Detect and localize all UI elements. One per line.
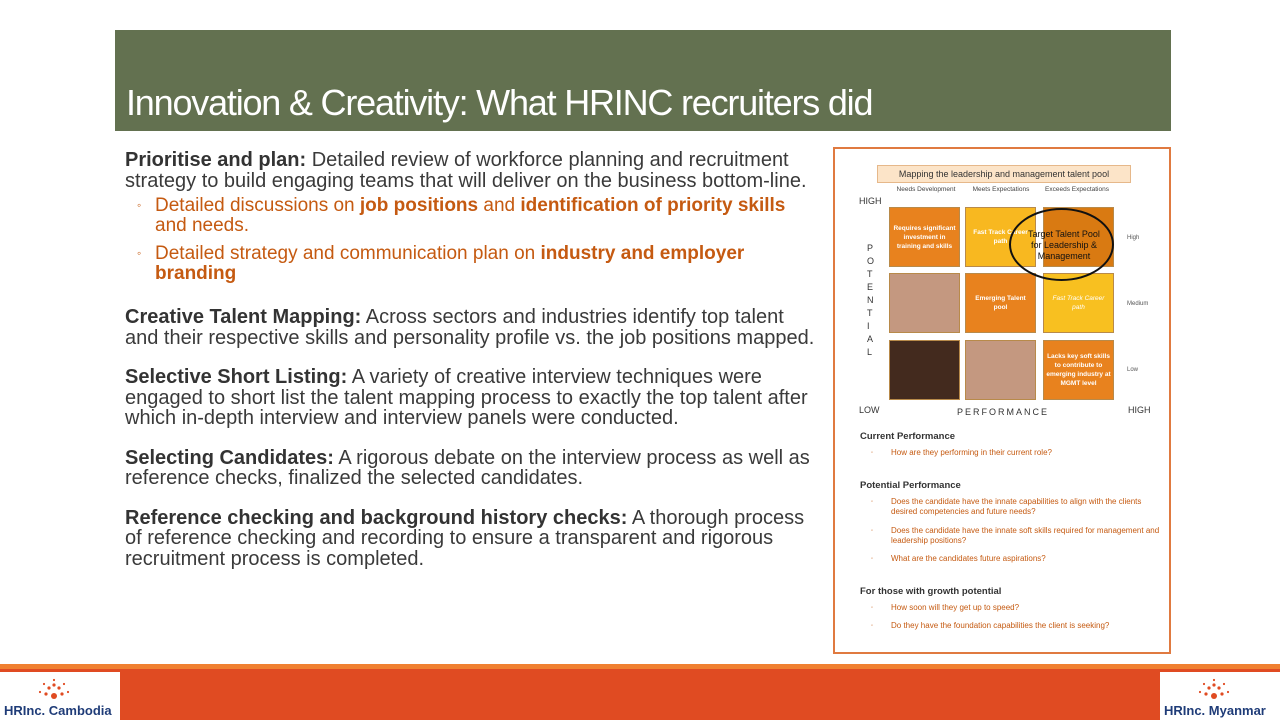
question-text: Does the candidate have the innate soft skills required for management and leadership positions? xyxy=(891,526,1160,545)
potential-letter: E xyxy=(867,282,874,292)
section-heading: Prioritise and plan: xyxy=(125,149,307,171)
talent-map-panel xyxy=(833,147,1171,654)
potential-letter: L xyxy=(867,347,873,357)
logo-text: HRInc. Cambodia xyxy=(4,703,112,718)
col-header: Exceeds Expectations xyxy=(1045,186,1109,193)
bullet-icon: ◦ xyxy=(871,605,874,611)
grid-cell: Lacks key soft skills to contribute to emerging industry at MGMT level xyxy=(1043,340,1114,400)
content-column xyxy=(125,150,815,588)
question-heading: Current Performance xyxy=(860,431,956,442)
sub-list xyxy=(125,196,815,283)
grid-cell: Fast Track Career path xyxy=(965,207,1036,267)
section-prioritise xyxy=(125,150,815,283)
question-heading: Potential Performance xyxy=(860,480,961,491)
grid-cell xyxy=(965,340,1036,400)
question-text: What are the candidates future aspirations? xyxy=(891,554,1046,563)
bullet-icon: ◦ xyxy=(871,450,874,456)
question-heading: For those with growth potential xyxy=(860,586,1002,597)
sub-point: ◦ Detailed discussions on job positions and identification of priority skills and needs. xyxy=(137,195,786,236)
row-label: Medium xyxy=(1127,301,1149,307)
logo-text: HRInc. Myanmar xyxy=(1164,703,1266,718)
row-label: High xyxy=(1127,235,1140,241)
logo-myanmar xyxy=(1160,672,1280,720)
section-reference: Reference checking and background history checks: A thorough process of reference checking and recording to ensure a transparent and rigorous recruitment process is completed. xyxy=(125,506,805,570)
title-bar xyxy=(115,30,1171,131)
bullet-icon: ◦ xyxy=(871,528,874,534)
grid-cell xyxy=(889,273,960,333)
grid-cell: Fast Track Career path xyxy=(1043,273,1114,333)
potential-letter: T xyxy=(867,269,873,279)
sub-point: ◦ Detailed strategy and communication plan on industry and employer branding xyxy=(137,243,745,284)
slide-title: Innovation & Creativity: What HRINC recruiters did xyxy=(126,82,873,123)
bullet-icon: ◦ xyxy=(871,556,874,562)
sunburst-icon xyxy=(1194,678,1234,702)
grid-cell: Emerging Talent pool xyxy=(965,273,1036,333)
axis-high-left: HIGH xyxy=(859,196,882,206)
question-item xyxy=(871,526,1161,546)
footer-bar xyxy=(0,664,1280,720)
potential-letter: T xyxy=(867,308,873,318)
section-mapping: Creative Talent Mapping: Across sectors and industries identify top talent and their respective skills and personality profile vs. the job positions mapped. xyxy=(125,306,815,349)
axis-performance: PERFORMANCE xyxy=(957,407,1050,417)
potential-letter: N xyxy=(867,295,874,305)
section-selecting: Selecting Candidates: A rigorous debate on the interview process as well as reference checks, finalized the selected candidates. xyxy=(125,446,810,489)
question-text: Does the candidate have the innate capabilities to align with the clients desired competencies and future needs? xyxy=(891,497,1142,516)
potential-letter: A xyxy=(867,334,874,344)
grid-cell xyxy=(889,340,960,400)
question-text: How are they performing in their current role? xyxy=(891,448,1052,457)
ellipse-label: Target Talent Pool for Leadership & Management xyxy=(1028,229,1100,261)
panel-title: Mapping the leadership and management talent pool xyxy=(877,165,1131,183)
question-text: How soon will they get up to speed? xyxy=(891,603,1020,612)
bullet-icon: ◦ xyxy=(137,246,142,260)
axis-low-left: LOW xyxy=(859,405,880,415)
grid-cell: Requires significant investment in training and skills xyxy=(889,207,960,267)
sunburst-icon xyxy=(34,678,74,702)
question-item xyxy=(871,497,1161,517)
question-text: Do they have the foundation capabilities the client is seeking? xyxy=(891,621,1110,630)
axis-high-right: HIGH xyxy=(1128,405,1151,415)
logo-cambodia xyxy=(0,672,120,720)
potential-letter: I xyxy=(867,321,870,331)
section-shortlisting: Selective Short Listing: A variety of creative interview techniques were engaged to short list the talent mapping process to exactly the top talent after which in-depth interview and interview panels were conducted. xyxy=(125,366,808,429)
col-header: Meets Expectations xyxy=(972,186,1030,193)
question-item xyxy=(871,448,1161,458)
potential-letter: O xyxy=(867,256,875,266)
potential-letter: P xyxy=(867,243,874,253)
bullet-icon: ◦ xyxy=(137,198,142,212)
question-item xyxy=(871,554,1161,564)
col-header: Needs Development xyxy=(896,186,956,193)
question-item xyxy=(871,621,1161,631)
bullet-icon: ◦ xyxy=(871,499,874,505)
row-label: Low xyxy=(1127,367,1139,373)
bullet-icon: ◦ xyxy=(871,623,874,629)
footer-accent-line xyxy=(0,664,1280,669)
question-item xyxy=(871,603,1161,613)
section-text: Detailed review of workforce planning and recruitment strategy to build engaging teams that will deliver on the business bottom-line. xyxy=(125,149,807,192)
